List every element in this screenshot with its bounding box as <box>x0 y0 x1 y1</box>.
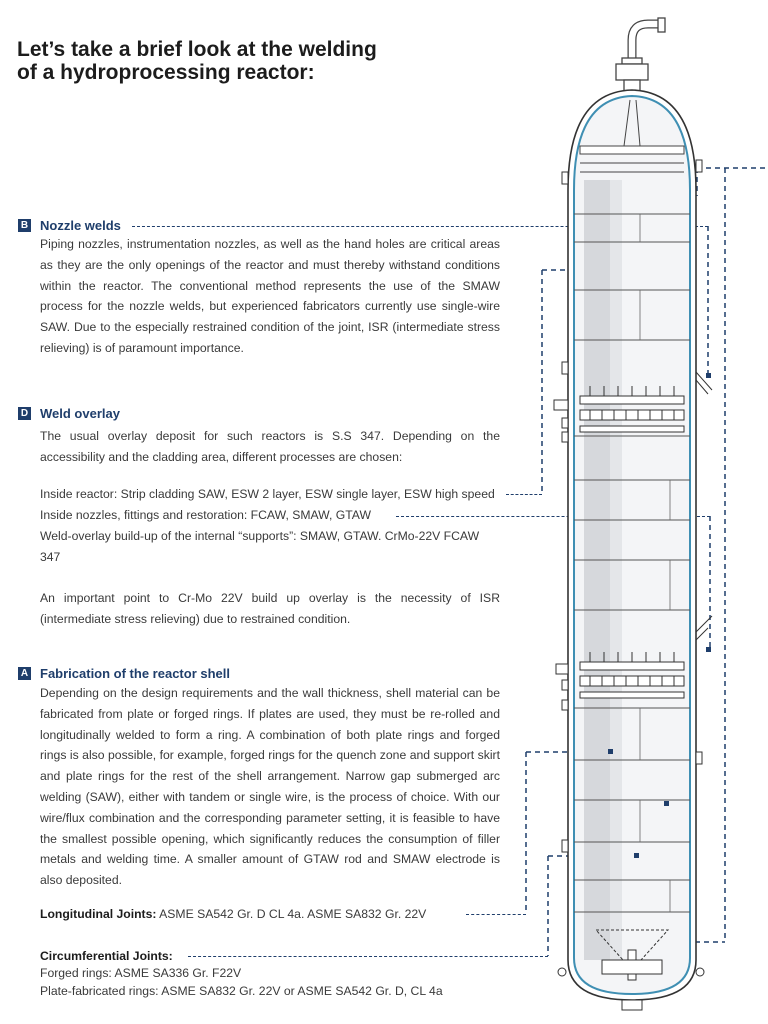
weld-overlay-intro: The usual overlay deposit for such reactors is S.S 347. Depending on the accessibility and the cladding area, different processes are chosen: <box>40 429 500 464</box>
title-line-2: of a hydroprocessing reactor: <box>17 61 315 84</box>
title-line-1: Let’s take a brief look at the welding <box>17 38 377 61</box>
reactor-vessel <box>568 90 696 1000</box>
weld-overlay-heading: Weld overlay <box>40 406 120 421</box>
section-badge-b: B <box>18 219 31 232</box>
reactor-shell-text: Depending on the design requirements and the wall thickness, shell material can be fabricated from plate or forged rings. If plates are used, they must be re-rolled and longitudinally welded to form a ring. A combination of both plate rings and forged rings is also possible, for example, forged rings for the quench zone and support skirt and plate rings for the rest of the shell arrangement. Narrow gap submerged arc welding (SAW), either with tandem or single wire, is the process of choice. With our wire/flux combination and the corresponding parameter setting, it is feasible to have the smallest possible opening, which significantly reduces the consumption of filler metals and welding time. A smaller amount of GTAW rod and SMAW electrode is also deposited. <box>40 686 500 888</box>
overlay-inside-reactor: Inside reactor: Strip cladding SAW, ESW 2 layer, ESW single layer, ESW high speed <box>40 487 495 501</box>
longitudinal-joints-value: ASME SA542 Gr. D CL 4a. ASME SA832 Gr. 22V <box>156 907 427 921</box>
circumferential-joints-label: Circumferential Joints: <box>40 949 173 963</box>
circumferential-plate: Plate-fabricated rings: ASME SA832 Gr. 22V or ASME SA542 Gr. D, CL 4a <box>40 984 443 998</box>
section-badge-d: D <box>18 407 31 420</box>
section-badge-a: A <box>18 667 31 680</box>
nozzle-welds-text: Piping nozzles, instrumentation nozzles, as well as the hand holes are critical areas as they are the only openings of the reactor and must thereby withstand conditions within the reactor. The conventional method represents the use of the SMAW process for the nozzle welds, but experienced fabricators currently use single-wire SAW. Due to the especially restrained condition of the joint, ISR (intermediate stress relieving) is of paramount importance. <box>40 237 500 355</box>
top-nozzle-piping <box>616 18 665 98</box>
reactor-shell-heading: Fabrication of the reactor shell <box>40 666 230 681</box>
circumferential-forged: Forged rings: ASME SA336 Gr. F22V <box>40 966 242 980</box>
nozzle-welds-heading: Nozzle welds <box>40 218 121 233</box>
overlay-supports: Weld-overlay build-up of the internal “supports”: SMAW, GTAW. CrMo-22V FCAW 347 <box>40 529 480 564</box>
longitudinal-joints-label: Longitudinal Joints: <box>40 907 157 921</box>
overlay-isr-note: An important point to Cr-Mo 22V build up overlay is the necessity of ISR (intermediate stress relieving) due to restrained condition. <box>40 591 500 626</box>
overlay-inside-nozzles: Inside nozzles, fittings and restoration: FCAW, SMAW, GTAW <box>40 508 371 522</box>
